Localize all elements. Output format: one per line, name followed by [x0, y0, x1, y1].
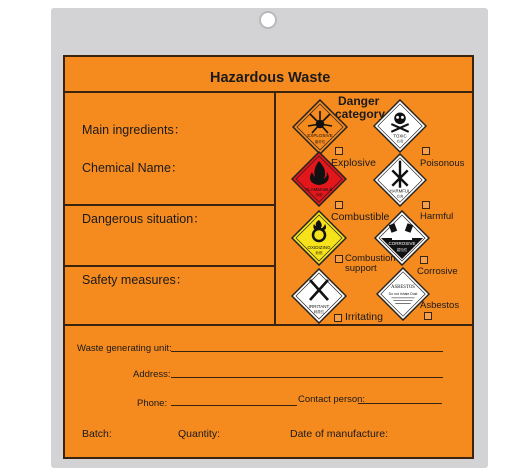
danger-category-line2: category	[335, 107, 386, 121]
corrosive-checkbox[interactable]	[420, 256, 428, 264]
hazard-label-card	[63, 55, 474, 459]
svg-text:ASBESTOS: ASBESTOS	[391, 285, 415, 291]
irritating-label: Irritating	[345, 311, 383, 323]
dangerous-situation-label: Dangerous situation：	[82, 212, 206, 226]
title-divider	[65, 91, 472, 93]
combustion-support-label-2: support	[345, 263, 377, 274]
svg-text:TOXIC: TOXIC	[393, 133, 407, 139]
corrosive-label: Corrosive	[417, 266, 458, 277]
svg-text:EXPLOSIVE: EXPLOSIVE	[307, 133, 333, 138]
waste-unit-field[interactable]	[171, 351, 443, 352]
harmful-symbol	[373, 153, 427, 207]
svg-text:Do not Inhale Dust: Do not Inhale Dust	[388, 291, 418, 296]
svg-text:易燃: 易燃	[315, 193, 323, 197]
svg-text:CORROSIVE: CORROSIVE	[388, 241, 416, 246]
hanging-hole	[259, 11, 277, 29]
phone-field[interactable]	[171, 405, 297, 406]
column-divider	[274, 91, 276, 325]
svg-text:助燃: 助燃	[315, 251, 323, 255]
svg-text:腐蚀性: 腐蚀性	[396, 248, 408, 252]
toxic-symbol	[373, 99, 427, 153]
phone-label: Phone:	[137, 398, 168, 409]
harmful-label: Harmful	[420, 211, 454, 222]
svg-text:有毒: 有毒	[396, 139, 404, 144]
svg-text:刺激性: 刺激性	[313, 310, 325, 314]
svg-text:OXIDIZING: OXIDIZING	[307, 245, 331, 250]
batch-label: Batch:	[82, 428, 112, 440]
contact-label: Contact person:	[298, 394, 366, 405]
label-title: Hazardous Waste	[210, 70, 331, 86]
quantity-label: Quantity:	[178, 428, 221, 440]
poisonous-checkbox[interactable]	[422, 147, 430, 155]
irritating-checkbox[interactable]	[334, 314, 342, 322]
combustible-checkbox[interactable]	[335, 201, 343, 209]
waste-unit-label: Waste generating unit:	[77, 343, 172, 354]
svg-text:爆炸性: 爆炸性	[314, 140, 326, 144]
combustible-label: Combustible	[331, 211, 390, 223]
chemical-name-label: Chemical Name：	[82, 161, 184, 175]
address-field[interactable]	[171, 377, 443, 378]
asbestos-checkbox[interactable]	[424, 312, 432, 320]
svg-text:HARMFUL: HARMFUL	[389, 188, 411, 194]
combustion-support-label-1: Combustion	[345, 253, 396, 264]
svg-text:有害: 有害	[396, 194, 404, 199]
safety-measures-label: Safety measures：	[82, 273, 189, 287]
contact-field[interactable]	[358, 403, 442, 404]
section-divider	[65, 324, 472, 326]
explosive-label: Explosive	[331, 157, 376, 169]
explosive-checkbox[interactable]	[335, 147, 343, 155]
main-ingredients-label: Main ingredients：	[82, 123, 187, 137]
svg-text:FLAMMABLE: FLAMMABLE	[305, 187, 333, 192]
asbestos-label: Asbestos	[420, 300, 460, 311]
left-divider-2	[65, 265, 274, 267]
address-label: Address:	[133, 369, 171, 380]
left-divider-1	[65, 204, 274, 206]
harmful-checkbox[interactable]	[422, 201, 430, 209]
combustion-support-checkbox[interactable]	[335, 255, 343, 263]
svg-text:IRRITANT: IRRITANT	[308, 304, 330, 309]
date-label: Date of manufacture:	[290, 428, 389, 440]
danger-category-line1: Danger	[338, 94, 380, 108]
poisonous-label: Poisonous	[420, 158, 465, 169]
